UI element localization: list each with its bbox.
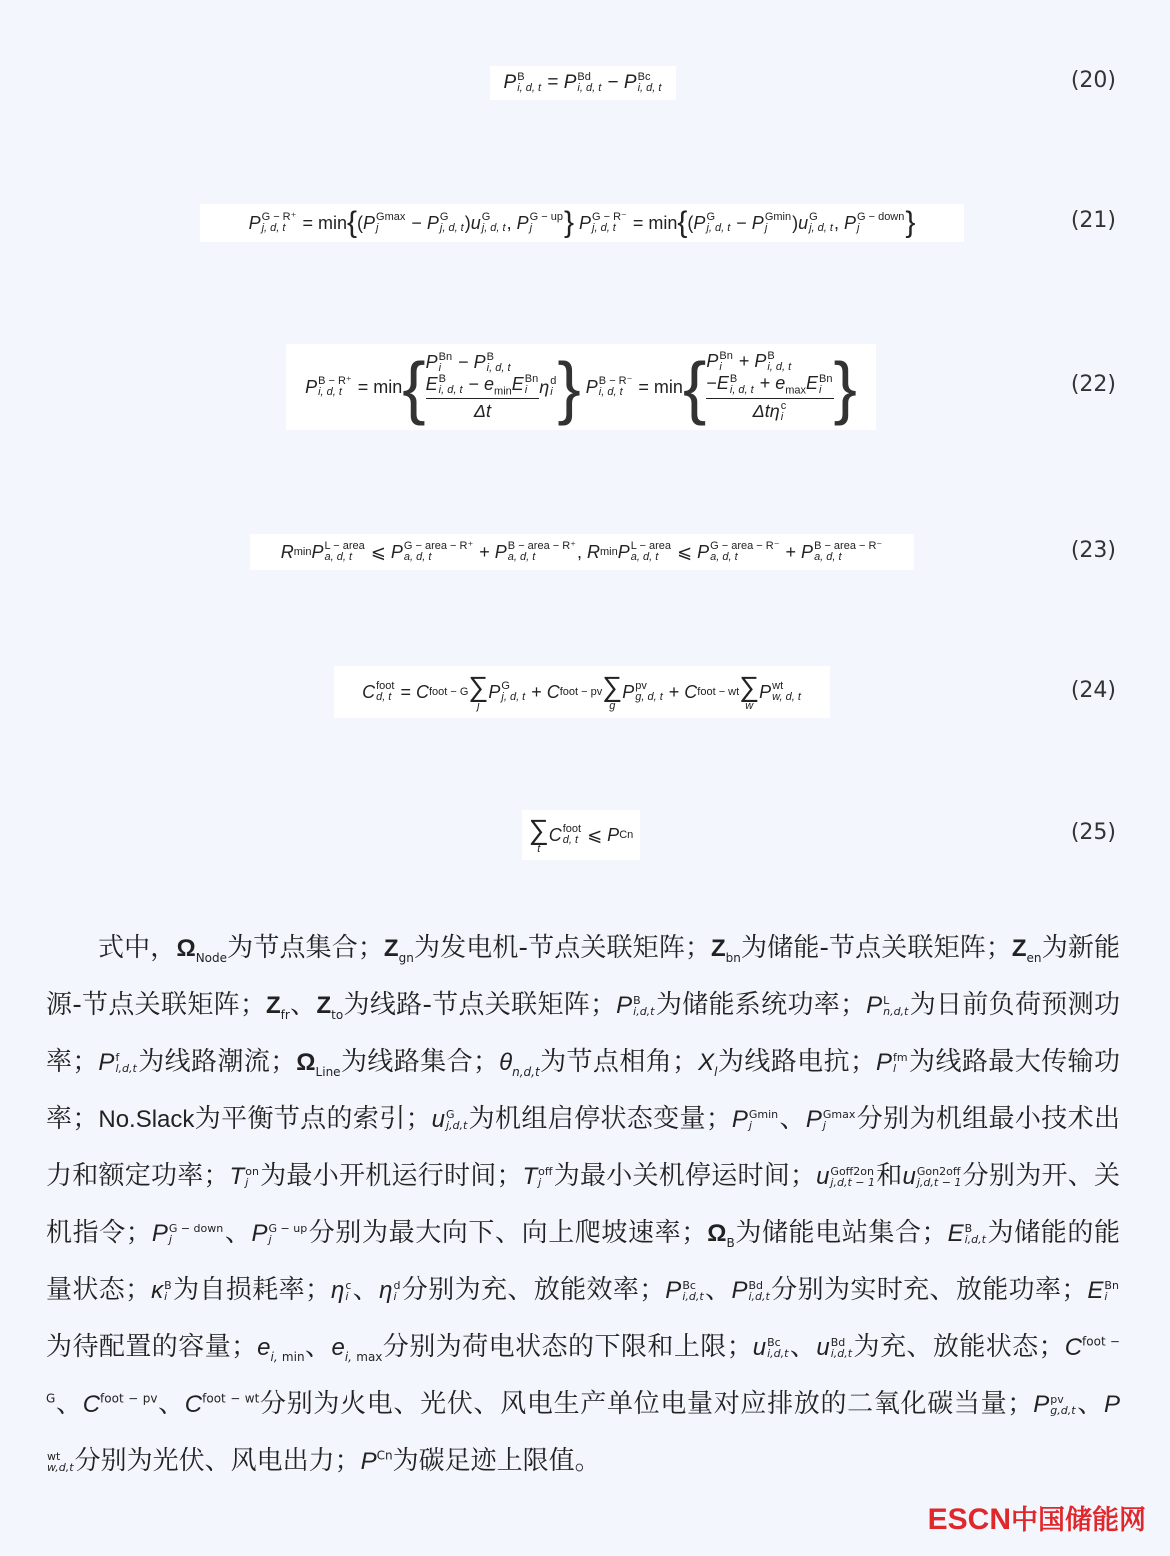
para-text: 分别为充、放能效率； (401, 1275, 666, 1305)
para-text: 分别为光伏、风电出力； (74, 1446, 361, 1476)
equation-22 (0, 342, 1170, 432)
para-text: 为最小关机停运时间； (553, 1161, 817, 1191)
para-text: 为待配置的容量； (46, 1332, 258, 1362)
para-text: 、 (157, 1389, 185, 1419)
para-text: 为日前负荷预测功率； (46, 990, 1120, 1077)
para-text: 为线路-节点关联矩阵； (343, 990, 617, 1020)
para-text: 、 (779, 1104, 806, 1134)
para-text: 分别为荷电状态的下限和上限； (382, 1332, 753, 1362)
para-text: 为平衡节点的索引； (194, 1104, 432, 1134)
logo-chinese: 中国储能网 (1011, 1505, 1146, 1536)
equation-25-formula: ∑ t C foot d, t ⩽ P Cn (522, 810, 640, 860)
equation-24-number: (24) (1070, 678, 1116, 703)
para-text: 为新能源-节点关联矩阵； (46, 933, 1120, 1020)
equation-21 (0, 200, 1170, 246)
para-text: 分别为实时充、放能功率； (770, 1275, 1088, 1305)
para-text: No.Slack (98, 1106, 195, 1133)
para-text: 为充、放能状态； (853, 1332, 1065, 1362)
para-text: 、 (352, 1275, 380, 1305)
equation-23-number: (23) (1070, 538, 1116, 563)
para-text: 为储能电站集合； (734, 1218, 948, 1248)
equation-22-formula: P B − R⁺ i, d, t = min { P Bn i − P B i, d, t E B i, d, t − $e_{min}E$ Bn i Δt η d i } P B − R⁻ i, d, t = min { P Bn i + P B i, d, t −E B i, d, t + $e_{max}E$ Bn i Δtη c i } (286, 344, 876, 430)
equation-25-number: (25) (1070, 820, 1116, 845)
equation-21-formula: P G − R⁺ j, d, t = min { ( P Gmax j − P G j, d, t ) u G j, d, t , P G − up j } P G − R⁻ j, d, t = min { ( P G j, d, t − P Gmin j ) u G j, d, t , P G − down j } (200, 204, 964, 242)
para-text: 分别为火电、光伏、风电生产单位电量对应排放的二氧化碳当量； (259, 1389, 1034, 1419)
escn-logo (928, 1498, 1146, 1537)
para-text: 、 (704, 1275, 732, 1305)
para-text: 为储能系统功率； (655, 990, 867, 1020)
para-text: 为储能的能量状态； (46, 1218, 1120, 1305)
para-text: 为碳足迹上限值。 (392, 1446, 601, 1476)
para-text: 分别为机组最小技术出力和额定功率； (46, 1104, 1120, 1191)
para-text: 、 (789, 1332, 817, 1362)
para-text: 分别为最大向下、向上爬坡速率； (308, 1218, 708, 1248)
equation-24 (0, 664, 1170, 720)
para-text: 为机组启停状态变量； (468, 1104, 732, 1134)
equation-20 (0, 62, 1170, 106)
para-text: 和 (875, 1161, 903, 1191)
para-text: 为线路电抗； (717, 1047, 877, 1077)
para-text: 为线路集合； (340, 1047, 500, 1077)
equation-24-formula: C foot d, t = C foot − G ∑ j P G j, d, t + C foot − pv ∑ g P pv g, d, t + C foot − wt ∑ w P wt w, d, t (334, 666, 830, 718)
para-text: 为线路最大传输功率； (46, 1047, 1120, 1134)
para-text: 为线路潮流； (137, 1047, 297, 1077)
logo-latin: ESCN (927, 1503, 1011, 1536)
para-text: 为自损耗率； (172, 1275, 331, 1305)
para-text: 为节点相角； (539, 1047, 699, 1077)
equation-23-formula: R min P L − area a, d, t ⩽ P G − area − R⁺ a, d, t + P B − area − R⁺ a, d, t , R min P L − area a, d, t ⩽ P G − area − R⁻ a, d, t + P B − area − R⁻ a, d, t (250, 534, 914, 570)
equation-20-formula: P B i, d, t = P Bd i, d, t − P Bc i, d, t (490, 66, 676, 100)
para-text: 式中， (98, 933, 177, 963)
para-text: 、 (289, 990, 317, 1020)
para-text: 为最小开机运行时间； (259, 1161, 523, 1191)
para-text: 为节点集合； (227, 933, 384, 963)
equation-25 (0, 808, 1170, 864)
variable-definitions-paragraph: 式中，$\Omega_{Node}$为节点集合；$Z_{gn}$为发电机-节点关联矩阵；$Z_{bn}$为储能-节点关联矩阵；$Z_{en}$为新能源-节点关联矩阵；$Z_{fr}$、$Z_{to}$为线路-节点关联矩阵；P B i,d,t 为储能系统功率；P L n,d,t 为日前负荷预测功率；P f l,d,t 为线路潮流；$\Omega_{Line}$为线路集合；$\theta_{n,d,t}$为节点相角；$X_l$为线路电抗；P fm l 为线路最大传输功率；No.Slack为平衡节点的索引；u G j,d,t 为机组启停状态变量；P Gmin j 、P Gmax j 分别为机组最小技术出力和额定功率；T on j 为最小开机运行时间；T off j 为最小关机停运时间；u Goff2on j,d,t − 1 和u Gon2off j,d,t − 1 分别为开、关机指令；P G − down j 、P G − up j 分别为最大向下、向上爬坡速率；$\Omega_B$为储能电站集合；E B i,d,t 为储能的能量状态；κ B i 为自损耗率；η c i 、η d i 分别为充、放能效率；P Bc i,d,t 、P Bd i,d,t 分别为实时充、放能功率；E Bn i 为待配置的容量；$e_{i, min}$、$e_{i, max}$分别为荷电状态的下限和上限；u Bc i,d,t 、u Bd i,d,t 为充、放能状态；$C^{foot - G}$、$C^{foot - pv}$、$C^{foot - wt}$分别为火电、光伏、风电生产单位电量对应排放的二氧化碳当量；P pv g,d,t 、P wt w,d,t 分别为光伏、风电出力；$P^{Cn}$为碳足迹上限值。 (46, 933, 1120, 1476)
equation-20-number: (20) (1070, 68, 1116, 93)
para-text: 为储能-节点关联矩阵； (740, 933, 1012, 963)
para-text: 、 (1076, 1389, 1104, 1419)
para-text: 分别为开、关机指令； (46, 1161, 1120, 1248)
para-text: 、 (55, 1389, 83, 1419)
equation-22-number: (22) (1070, 372, 1116, 397)
equation-23 (0, 530, 1170, 574)
equation-21-number: (21) (1070, 208, 1116, 233)
para-text: 、 (224, 1218, 252, 1248)
para-text: 为发电机-节点关联矩阵； (413, 933, 711, 963)
para-text: 、 (304, 1332, 332, 1362)
